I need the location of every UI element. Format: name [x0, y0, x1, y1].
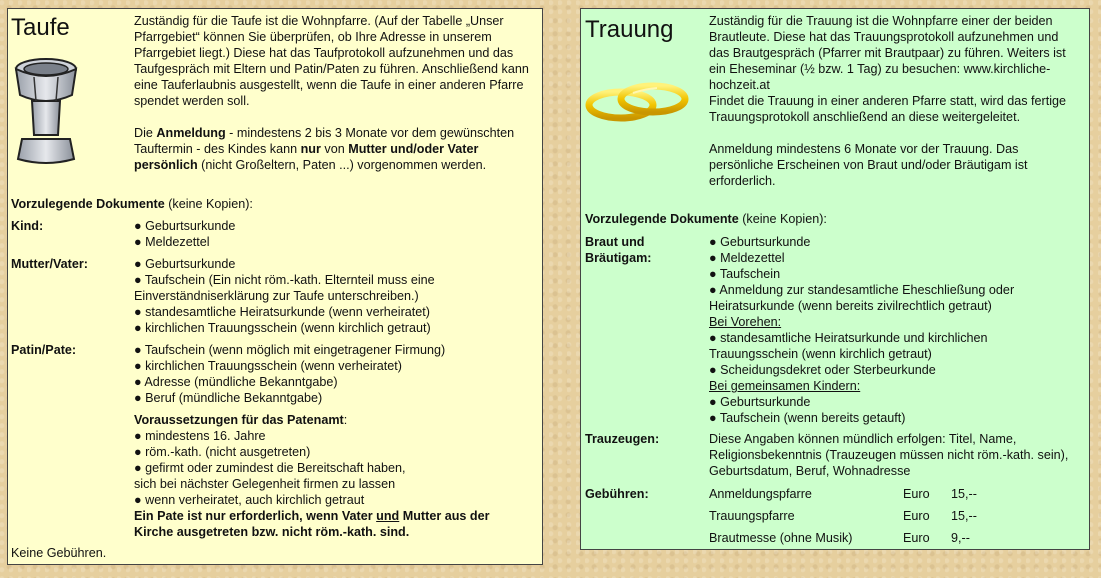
trauung-intro-p1: Zuständig für die Trauung ist die Wohnpfarre einer der beiden Brautleute. Diese hat das Trauungsprotokoll aufzunehmen und das Brautgespräch (Pfarrer mit Brautpaar) zu führen. Weiters ist ein Eheseminar (½ bzw. 1 Tag) zu besuchen: www.kirchliche-hochzeit.at	[709, 14, 1066, 92]
trauung-title: Trauung	[585, 16, 674, 43]
pate-label: Patin/Pate:	[11, 343, 77, 357]
kind-label: Kind:	[11, 219, 44, 233]
taufe-intro-p1: Zuständig für die Taufe ist die Wohnpfarre. (Auf der Tabelle „Unser Pfarrgebiet“ können Sie überprüfen, ob Ihre Adresse in unserem Pfarrgebiet liegt.) Diese hat das Taufprotokoll aufzunehmen und das Taufgespräch mit Eltern und Patin/Paten zu führen. Anschließend kann eine Tauferlaubnis ausgestellt, wenn die Taufe in einer anderen Pfarre spendet werden soll.	[134, 14, 529, 108]
taufe-intro-p2: Die Anmeldung - mindestens 2 bis 3 Monate vor dem gewünschten Tauftermin - des Kindes kann nur von Mutter und/oder Vater persönlich (nicht Großeltern, Paten ...) vorgenommen werden.	[134, 126, 515, 172]
list-item: ● kirchlichen Trauungsschein (wenn kirchlich getraut)	[134, 321, 431, 335]
fee-name: Trauungspfarre	[709, 509, 795, 523]
list-item: ● Taufschein (wenn möglich mit eingetragener Firmung)	[134, 343, 446, 357]
list-item: Trauungsschein (wenn kirchlich getraut)	[709, 347, 932, 361]
list-item: ● standesamtliche Heiratsurkunde und kirchlichen	[709, 331, 988, 345]
list-item: Heiratsurkunde (wenn bereits zivilrechtlich getraut)	[709, 299, 992, 313]
brautpaar-label: Braut und Bräutigam:	[585, 235, 652, 265]
fee-amount: 9,--	[951, 531, 970, 545]
vorehen-heading: Bei Vorehen:	[709, 315, 782, 329]
list-item: ● Geburtsurkunde	[709, 235, 811, 249]
trauung-intro	[709, 13, 1081, 189]
trauung-docs-heading: Vorzulegende Dokumente (keine Kopien):	[585, 212, 827, 226]
trauung-intro-p3: Anmeldung mindestens 6 Monate vor der Trauung. Das persönliche Erscheinen von Braut und/oder Bräutigam ist erforderlich.	[709, 142, 1028, 188]
list-item: ● Beruf (mündliche Bekanntgabe)	[134, 391, 323, 405]
fee-name: Anmeldungspfarre	[709, 487, 812, 501]
list-item: Einverständniserklärung zur Taufe unterschreiben.)	[134, 289, 419, 303]
list-item: ● Adresse (mündliche Bekanntgabe)	[134, 375, 338, 389]
taufe-docs-heading: Vorzulegende Dokumente (keine Kopien):	[11, 197, 253, 211]
list-item: ● Geburtsurkunde	[709, 395, 811, 409]
voraussetzungen	[134, 412, 534, 540]
fee-currency: Euro	[903, 487, 930, 501]
list-item: ● Geburtsurkunde	[134, 257, 236, 271]
list-item: ● Scheidungsdekret oder Sterbeurkunde	[709, 363, 936, 377]
list-item: ● wenn verheiratet, auch kirchlich getraut	[134, 493, 365, 507]
pate-list	[134, 342, 534, 406]
list-item: ● standesamtliche Heiratsurkunde (wenn verheiratet)	[134, 305, 431, 319]
list-item: ● mindestens 16. Jahre	[134, 429, 266, 443]
taufe-intro	[134, 13, 534, 173]
list-item: ● Taufschein	[709, 267, 781, 281]
kind-list	[134, 218, 534, 250]
list-item: sich bei nächster Gelegenheit firmen zu lassen	[134, 477, 396, 491]
fee-name: Brautmesse (ohne Musik)	[709, 531, 853, 545]
wedding-rings-icon	[585, 79, 691, 123]
brautpaar-list	[709, 234, 1081, 426]
trauung-intro-p2: Findet die Trauung in einer anderen Pfarre statt, wird das fertige Trauungsprotokoll anschließend an diese weitergeleitet.	[709, 94, 1067, 124]
list-item: ● Meldezettel	[134, 235, 210, 249]
list-item: ● Anmeldung zur standesamtliche Eheschließung oder	[709, 283, 1015, 297]
eltern-label: Mutter/Vater:	[11, 257, 88, 271]
zeugen-text: Diese Angaben können mündlich erfolgen: Titel, Name, Religionsbekenntnis (Trauzeugen müssen nicht röm.-kath. sein), Geburtsdatum, Beruf, Wohnadresse	[709, 432, 1069, 478]
list-item: ● Geburtsurkunde	[134, 219, 236, 233]
taufe-title: Taufe	[11, 14, 70, 41]
list-item: ● Meldezettel	[709, 251, 785, 265]
kinder-heading: Bei gemeinsamen Kindern:	[709, 379, 861, 393]
fee-amount: 15,--	[951, 487, 977, 501]
taufe-panel	[7, 8, 543, 565]
fee-currency: Euro	[903, 509, 930, 523]
list-item: ● Taufschein (Ein nicht röm.-kath. Elternteil muss eine	[134, 273, 435, 287]
zeugen-label: Trauzeugen:	[585, 432, 660, 446]
list-item: ● Taufschein (wenn bereits getauft)	[709, 411, 906, 425]
fee-currency: Euro	[903, 531, 930, 545]
eltern-list	[134, 256, 534, 336]
list-item: ● röm.-kath. (nicht ausgetreten)	[134, 445, 311, 459]
trauung-panel	[580, 8, 1090, 550]
list-item: ● kirchlichen Trauungsschein (wenn verheiratet)	[134, 359, 403, 373]
list-item: ● gefirmt oder zumindest die Bereitschaft haben,	[134, 461, 406, 475]
pate-note: Ein Pate ist nur erforderlich, wenn Vater und Mutter aus der Kirche ausgetreten bzw. nicht röm.-kath. sind.	[134, 509, 490, 539]
baptismal-font-icon	[12, 55, 80, 170]
voraussetzungen-heading: Voraussetzungen für das Patenamt:	[134, 413, 348, 427]
taufe-fees: Keine Gebühren.	[11, 546, 107, 560]
gebuehren-label: Gebühren:	[585, 487, 649, 501]
fee-amount: 15,--	[951, 509, 977, 523]
